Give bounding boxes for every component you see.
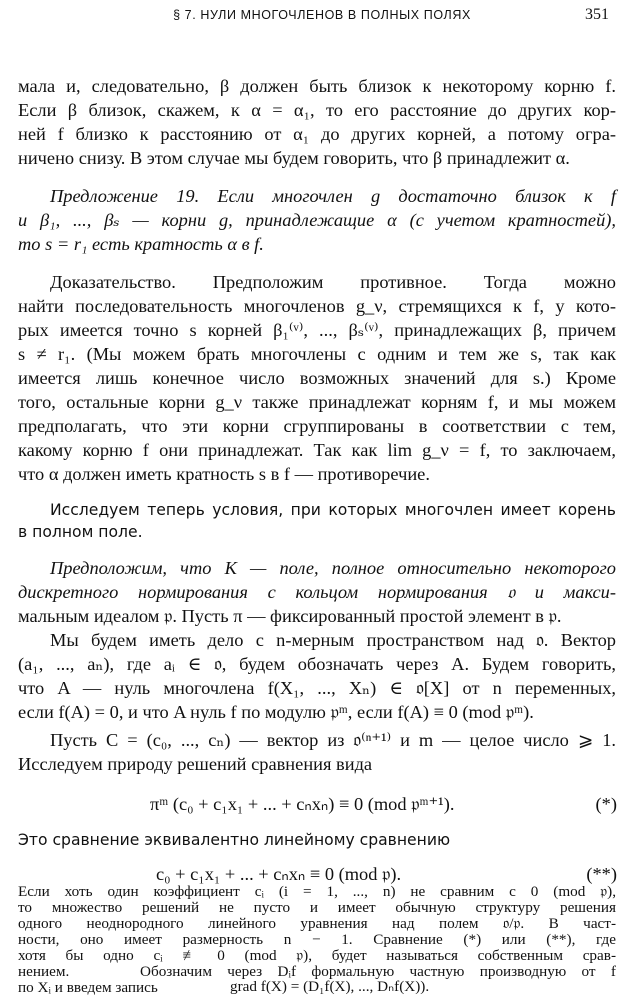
text-line: ничено снизу. В этом случае мы будем говорить, что β принадлежит α. [18, 148, 570, 168]
assumption-line: дискретного нормирования с кольцом нормирования 𝔬 и макси- [18, 582, 616, 602]
equation-double-star: c₀ + c₁x₁ + ... + cₙxₙ ≡ 0 (mod 𝔭). [156, 864, 402, 884]
text-line: ней f близко к расстоянию от α₁ до других корней, а потому огра- [18, 124, 616, 144]
proposition-line: и β₁, ..., βₛ — корни g, принадлежащие α (с учетом кратностей), [18, 210, 616, 230]
proof-line: предполагать, что эти корни сгруппированы в соответствии с тем, [18, 416, 616, 436]
equation-star: πᵐ (c₀ + c₁x₁ + ... + cₙxₙ) ≡ 0 (mod 𝔭ᵐ⁺¹). [150, 794, 455, 814]
text-line: Если хоть один коэффициент cᵢ (i = 1, ..., n) не сравним с 0 (mod 𝔭), [18, 883, 616, 900]
text-line: то множество решений не пусто и имеет обычную структуру решения [18, 899, 616, 916]
text-line: в полном поле. [18, 523, 143, 541]
text-line: Пусть C = (c₀, ..., cₙ) — вектор из 𝔬⁽ⁿ⁺¹⁾ и m — целое число ⩾ 1. [50, 730, 616, 750]
text-line: нением. [18, 963, 70, 980]
proof-line: s ≠ r₁. (Мы можем брать многочлены с одним и тем же s, так как [18, 344, 616, 364]
proof-line: рых имеется точно s корней β₁⁽ᵛ⁾, ..., βₛ⁽ᵛ⁾, принадлежащих β, причем [18, 320, 616, 340]
proposition-line: то s = r₁ есть кратность α в f. [18, 234, 264, 254]
text-line: ности, оно имеет размерность n − 1. Сравнение (*) или (**), где [18, 931, 616, 948]
proof-line: того, остальные корни g_ν также принадлежат корням f, и мы можем [18, 392, 616, 412]
proof-line: какому корню f они принадлежат. Так как lim g_ν = f, то заключаем, [18, 440, 616, 460]
text-line: по Xᵢ и введем запись [18, 979, 158, 996]
assumption-line: Предположим, что K — поле, полное относительно некоторого [50, 558, 616, 578]
proposition-line: Предложение 19. Если многочлен g достаточно близок к f [50, 186, 616, 206]
running-title: § 7. НУЛИ МНОГОЧЛЕНОВ В ПОЛНЫХ ПОЛЯХ [173, 8, 471, 22]
text-line: Если β близок, скажем, к α = α₁, то его расстояние до других кор- [18, 100, 616, 120]
text-line: Исследуем природу решений сравнения вида [18, 754, 373, 774]
text-line: мала и, следовательно, β должен быть близок к некоторому корню f. [18, 76, 616, 96]
proof-line: имеется лишь конечное число возможных значений для s.) Кроме [18, 368, 616, 388]
equation-label-double-star: (**) [586, 864, 617, 884]
running-header [0, 8, 635, 28]
proof-line: что α должен иметь кратность s в f — противоречие. [18, 464, 430, 484]
proof-line: найти последовательность многочленов g_ν, стремящихся к f, у кото- [18, 296, 616, 316]
text-line: если f(A) = 0, и что A нуль f по модулю 𝔭ᵐ, если f(A) ≡ 0 (mod 𝔭ᵐ). [18, 702, 534, 722]
equation-label-star: (*) [595, 794, 617, 814]
proof-line: Доказательство. Предположим противное. Тогда можно [50, 272, 616, 292]
equation-grad: grad f(X) = (D₁f(X), ..., Dₙf(X)). [230, 978, 430, 995]
text-line: (a₁, ..., aₙ), где aᵢ ∈ 𝔬, будем обозначать через A. Будем говорить, [18, 654, 616, 674]
text-line: Обозначим через Dᵢf формальную частную производную от f [140, 963, 616, 980]
page-number: 351 [585, 6, 609, 23]
text-line: Исследуем теперь условия, при которых многочлен имеет корень [50, 501, 616, 519]
text-line: одного неоднородного линейного уравнения над полем 𝔬/𝔭. В част- [18, 915, 616, 932]
text-line: Это сравнение эквивалентно линейному сравнению [18, 831, 451, 849]
text-line: мальным идеалом 𝔭. Пусть π — фиксированный простой элемент в 𝔭. [18, 606, 562, 626]
text-line: что A — нуль многочлена f(X₁, ..., Xₙ) ∈ 𝔬[X] от n переменных, [18, 678, 616, 698]
text-line: хотя бы одно cᵢ ≢ 0 (mod 𝔭), будет называться собственным срав- [18, 947, 616, 964]
text-line: Мы будем иметь дело с n-мерным пространством над 𝔬. Вектор [50, 630, 616, 650]
